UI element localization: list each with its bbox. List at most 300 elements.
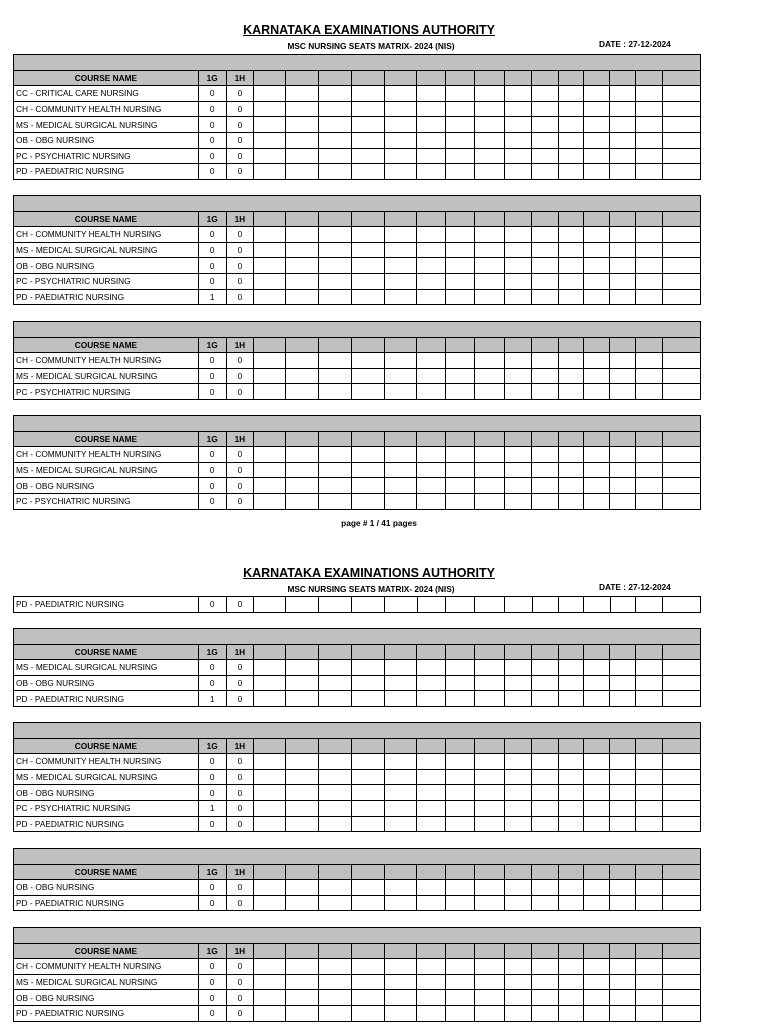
empty-cell [662, 816, 700, 832]
empty-cell [474, 880, 504, 896]
empty-header-cell [532, 864, 559, 880]
empty-header-cell [504, 864, 532, 880]
empty-cell [559, 675, 584, 691]
empty-cell [286, 368, 319, 384]
column-header-1h: 1H [226, 738, 254, 754]
seat-table-continued [13, 596, 701, 613]
empty-header-cell [532, 943, 559, 959]
empty-cell [318, 1005, 351, 1021]
empty-header-cell [384, 644, 417, 660]
empty-cell [583, 691, 610, 707]
empty-cell [559, 447, 584, 463]
empty-cell [559, 227, 584, 243]
course-name-cell: PD - PAEDIATRIC NURSING [14, 1005, 199, 1021]
band-cell [14, 849, 701, 865]
seats-1g-cell: 0 [198, 148, 226, 164]
empty-header-cell [384, 337, 417, 353]
table-row [14, 132, 701, 148]
empty-cell [474, 384, 504, 400]
empty-cell [384, 289, 417, 305]
empty-cell [504, 86, 532, 102]
empty-cell [532, 148, 559, 164]
empty-cell [583, 289, 610, 305]
column-header-1h: 1H [226, 211, 254, 227]
empty-cell [583, 258, 610, 274]
empty-cell [474, 148, 504, 164]
empty-header-cell [474, 943, 504, 959]
empty-cell [662, 101, 700, 117]
empty-cell [254, 117, 286, 133]
table-row [14, 880, 701, 896]
empty-cell [318, 990, 351, 1006]
empty-cell [559, 273, 584, 289]
empty-cell [318, 148, 351, 164]
empty-cell [446, 974, 475, 990]
empty-cell [446, 86, 475, 102]
empty-cell [610, 493, 636, 509]
empty-header-cell [610, 943, 636, 959]
empty-cell [254, 273, 286, 289]
table-row [14, 660, 701, 676]
column-header-1g: 1G [198, 337, 226, 353]
empty-cell [417, 816, 446, 832]
empty-cell [636, 164, 663, 180]
empty-cell [417, 164, 446, 180]
empty-cell [610, 289, 636, 305]
empty-cell [504, 1005, 532, 1021]
empty-cell [532, 660, 559, 676]
empty-cell [351, 353, 384, 369]
empty-cell [446, 990, 475, 1006]
empty-cell [610, 101, 636, 117]
empty-header-cell [532, 738, 559, 754]
empty-cell [318, 800, 351, 816]
empty-cell [254, 895, 286, 911]
course-name-cell: PD - PAEDIATRIC NURSING [14, 289, 199, 305]
seat-table [13, 722, 701, 832]
empty-cell [474, 990, 504, 1006]
empty-cell [532, 258, 559, 274]
empty-header-cell [636, 337, 663, 353]
course-name-cell: CH - COMMUNITY HEALTH NURSING [14, 353, 199, 369]
empty-cell [351, 132, 384, 148]
empty-cell [559, 990, 584, 1006]
seats-1g-cell: 0 [198, 164, 226, 180]
empty-cell [446, 384, 475, 400]
empty-cell [446, 800, 475, 816]
empty-cell [474, 478, 504, 494]
empty-cell [351, 880, 384, 896]
empty-header-cell [254, 211, 286, 227]
course-name-cell: OB - OBG NURSING [14, 258, 199, 274]
empty-cell [384, 148, 417, 164]
empty-cell [532, 800, 559, 816]
empty-cell [662, 132, 700, 148]
empty-cell [610, 660, 636, 676]
empty-cell [351, 959, 384, 975]
empty-cell [318, 462, 351, 478]
empty-cell [286, 353, 319, 369]
page-subtitle: MSC NURSING SEATS MATRIX- 2024 (NIS) [287, 41, 455, 51]
table-row [14, 990, 701, 1006]
empty-cell [504, 959, 532, 975]
empty-cell [610, 880, 636, 896]
empty-cell [583, 800, 610, 816]
empty-cell [474, 754, 504, 770]
column-header-1g: 1G [198, 864, 226, 880]
empty-header-cell [583, 644, 610, 660]
empty-cell [662, 148, 700, 164]
empty-cell [662, 353, 700, 369]
table-row [14, 101, 701, 117]
empty-header-cell [583, 70, 610, 86]
empty-cell [504, 478, 532, 494]
empty-header-cell [504, 211, 532, 227]
seats-1g-cell: 0 [198, 493, 226, 509]
empty-cell [474, 462, 504, 478]
seats-1g-cell: 0 [198, 227, 226, 243]
table-row [14, 800, 701, 816]
empty-cell [583, 86, 610, 102]
empty-cell [286, 990, 319, 1006]
empty-cell [286, 164, 319, 180]
empty-cell [662, 227, 700, 243]
seats-1h-cell: 0 [226, 895, 254, 911]
empty-cell [610, 597, 636, 613]
empty-cell [254, 353, 286, 369]
empty-cell [417, 754, 446, 770]
empty-cell [559, 895, 584, 911]
empty-header-cell [318, 431, 351, 447]
empty-cell [474, 101, 504, 117]
empty-cell [583, 959, 610, 975]
column-header-1h: 1H [226, 337, 254, 353]
seats-1h-cell: 0 [226, 289, 254, 305]
empty-header-cell [474, 337, 504, 353]
empty-cell [446, 959, 475, 975]
empty-header-cell [384, 943, 417, 959]
empty-header-cell [254, 864, 286, 880]
empty-cell [446, 493, 475, 509]
table-row [14, 675, 701, 691]
empty-cell [532, 273, 559, 289]
column-header-1h: 1H [226, 70, 254, 86]
empty-cell [559, 117, 584, 133]
empty-cell [286, 785, 319, 801]
empty-header-cell [286, 738, 319, 754]
empty-cell [446, 227, 475, 243]
empty-cell [351, 462, 384, 478]
empty-cell [636, 148, 663, 164]
empty-cell [610, 462, 636, 478]
empty-header-cell [384, 738, 417, 754]
empty-cell [504, 785, 532, 801]
table-row [14, 597, 701, 613]
empty-cell [384, 164, 417, 180]
empty-cell [417, 132, 446, 148]
empty-cell [254, 478, 286, 494]
empty-header-cell [474, 644, 504, 660]
empty-cell [559, 597, 584, 613]
empty-header-cell [583, 943, 610, 959]
empty-cell [504, 353, 532, 369]
empty-header-cell [254, 943, 286, 959]
empty-cell [532, 769, 559, 785]
empty-cell [559, 478, 584, 494]
column-header-1h: 1H [226, 644, 254, 660]
course-name-cell: CH - COMMUNITY HEALTH NURSING [14, 754, 199, 770]
empty-cell [610, 86, 636, 102]
empty-header-cell [286, 70, 319, 86]
empty-cell [417, 86, 446, 102]
seats-1h-cell: 0 [226, 785, 254, 801]
empty-cell [636, 974, 663, 990]
empty-header-cell [636, 864, 663, 880]
empty-header-cell [662, 337, 700, 353]
empty-cell [532, 675, 559, 691]
empty-cell [318, 816, 351, 832]
empty-cell [318, 754, 351, 770]
empty-header-cell [662, 738, 700, 754]
empty-cell [610, 959, 636, 975]
empty-cell [351, 816, 384, 832]
empty-cell [417, 597, 446, 613]
empty-header-cell [662, 431, 700, 447]
empty-cell [662, 785, 700, 801]
empty-header-cell [417, 738, 446, 754]
empty-header-cell [559, 431, 584, 447]
empty-cell [583, 273, 610, 289]
empty-cell [351, 148, 384, 164]
empty-header-cell [254, 644, 286, 660]
empty-cell [662, 478, 700, 494]
table-row [14, 117, 701, 133]
empty-cell [351, 597, 384, 613]
empty-cell [610, 227, 636, 243]
empty-header-cell [559, 738, 584, 754]
empty-cell [583, 462, 610, 478]
empty-cell [384, 691, 417, 707]
empty-header-cell [446, 738, 475, 754]
seats-1g-cell: 0 [198, 117, 226, 133]
empty-cell [474, 895, 504, 911]
empty-cell [286, 800, 319, 816]
empty-header-cell [254, 337, 286, 353]
empty-cell [318, 384, 351, 400]
empty-cell [583, 164, 610, 180]
empty-cell [446, 1005, 475, 1021]
empty-cell [417, 227, 446, 243]
empty-cell [474, 785, 504, 801]
empty-cell [559, 258, 584, 274]
band-cell [14, 55, 701, 71]
course-name-cell: PD - PAEDIATRIC NURSING [14, 691, 199, 707]
seats-1h-cell: 0 [226, 691, 254, 707]
empty-cell [318, 117, 351, 133]
table-row [14, 785, 701, 801]
empty-header-cell [662, 864, 700, 880]
empty-cell [417, 242, 446, 258]
empty-cell [559, 691, 584, 707]
seat-table [13, 927, 701, 1022]
empty-cell [636, 959, 663, 975]
empty-cell [318, 242, 351, 258]
empty-cell [474, 1005, 504, 1021]
seats-1g-cell: 0 [198, 258, 226, 274]
empty-header-cell [662, 644, 700, 660]
empty-cell [474, 353, 504, 369]
empty-header-cell [318, 337, 351, 353]
empty-header-cell [318, 644, 351, 660]
empty-cell [286, 597, 319, 613]
seats-1h-cell: 0 [226, 800, 254, 816]
empty-cell [662, 462, 700, 478]
empty-cell [583, 227, 610, 243]
empty-cell [504, 769, 532, 785]
empty-cell [318, 101, 351, 117]
empty-cell [532, 289, 559, 305]
seats-1h-cell: 0 [226, 754, 254, 770]
empty-cell [610, 754, 636, 770]
empty-header-cell [662, 70, 700, 86]
empty-cell [318, 785, 351, 801]
empty-cell [504, 895, 532, 911]
empty-cell [583, 597, 610, 613]
empty-cell [417, 462, 446, 478]
course-name-cell: MS - MEDICAL SURGICAL NURSING [14, 368, 199, 384]
empty-cell [417, 895, 446, 911]
empty-cell [532, 101, 559, 117]
seat-table [13, 195, 701, 305]
empty-header-cell [559, 943, 584, 959]
empty-header-cell [351, 943, 384, 959]
column-header-course: COURSE NAME [14, 70, 199, 86]
empty-cell [446, 478, 475, 494]
seats-1h-cell: 0 [226, 148, 254, 164]
empty-cell [318, 597, 351, 613]
empty-cell [351, 800, 384, 816]
empty-cell [351, 289, 384, 305]
empty-cell [532, 785, 559, 801]
seats-1h-cell: 0 [226, 959, 254, 975]
empty-cell [417, 800, 446, 816]
empty-cell [474, 227, 504, 243]
empty-cell [384, 462, 417, 478]
empty-cell [254, 675, 286, 691]
empty-cell [636, 691, 663, 707]
empty-header-cell [446, 644, 475, 660]
empty-header-cell [286, 644, 319, 660]
empty-cell [662, 974, 700, 990]
empty-cell [583, 478, 610, 494]
course-name-cell: CH - COMMUNITY HEALTH NURSING [14, 959, 199, 975]
empty-cell [446, 754, 475, 770]
course-name-cell: PD - PAEDIATRIC NURSING [14, 816, 199, 832]
empty-cell [446, 117, 475, 133]
empty-cell [636, 990, 663, 1006]
empty-cell [384, 273, 417, 289]
empty-cell [636, 660, 663, 676]
empty-cell [559, 769, 584, 785]
empty-header-cell [351, 864, 384, 880]
empty-cell [662, 493, 700, 509]
empty-cell [583, 101, 610, 117]
seats-1g-cell: 0 [198, 242, 226, 258]
empty-cell [504, 117, 532, 133]
empty-cell [254, 289, 286, 305]
empty-cell [286, 227, 319, 243]
empty-cell [417, 384, 446, 400]
empty-header-cell [583, 864, 610, 880]
empty-header-cell [417, 864, 446, 880]
table-band [14, 416, 701, 432]
seat-table [13, 415, 701, 510]
seat-table [13, 54, 701, 180]
empty-cell [610, 242, 636, 258]
table-row [14, 769, 701, 785]
seats-1h-cell: 0 [226, 384, 254, 400]
empty-header-cell [417, 644, 446, 660]
table-row [14, 493, 701, 509]
empty-cell [610, 164, 636, 180]
empty-cell [254, 959, 286, 975]
empty-cell [351, 895, 384, 911]
empty-header-cell [610, 211, 636, 227]
empty-cell [532, 974, 559, 990]
empty-cell [286, 493, 319, 509]
empty-cell [318, 368, 351, 384]
empty-header-cell [351, 211, 384, 227]
empty-cell [474, 660, 504, 676]
empty-cell [474, 800, 504, 816]
empty-cell [662, 164, 700, 180]
empty-header-cell [662, 211, 700, 227]
empty-cell [559, 368, 584, 384]
seats-1g-cell: 0 [198, 132, 226, 148]
empty-cell [583, 242, 610, 258]
empty-cell [286, 117, 319, 133]
band-cell [14, 928, 701, 944]
column-header-course: COURSE NAME [14, 431, 199, 447]
empty-cell [532, 164, 559, 180]
empty-header-cell [636, 431, 663, 447]
table-band [14, 629, 701, 645]
empty-cell [559, 384, 584, 400]
empty-cell [532, 478, 559, 494]
seats-1h-cell: 0 [226, 493, 254, 509]
empty-header-cell [446, 211, 475, 227]
empty-header-cell [504, 943, 532, 959]
empty-cell [583, 754, 610, 770]
empty-header-cell [286, 943, 319, 959]
empty-cell [318, 493, 351, 509]
seats-1h-cell: 0 [226, 597, 254, 613]
empty-cell [417, 493, 446, 509]
empty-cell [417, 447, 446, 463]
column-header-1g: 1G [198, 211, 226, 227]
table-row [14, 273, 701, 289]
empty-header-cell [504, 431, 532, 447]
column-header-1g: 1G [198, 431, 226, 447]
empty-cell [286, 974, 319, 990]
seats-1h-cell: 0 [226, 117, 254, 133]
empty-cell [504, 462, 532, 478]
empty-cell [559, 785, 584, 801]
empty-header-cell [636, 211, 663, 227]
table-row [14, 289, 701, 305]
empty-cell [384, 132, 417, 148]
empty-cell [286, 289, 319, 305]
